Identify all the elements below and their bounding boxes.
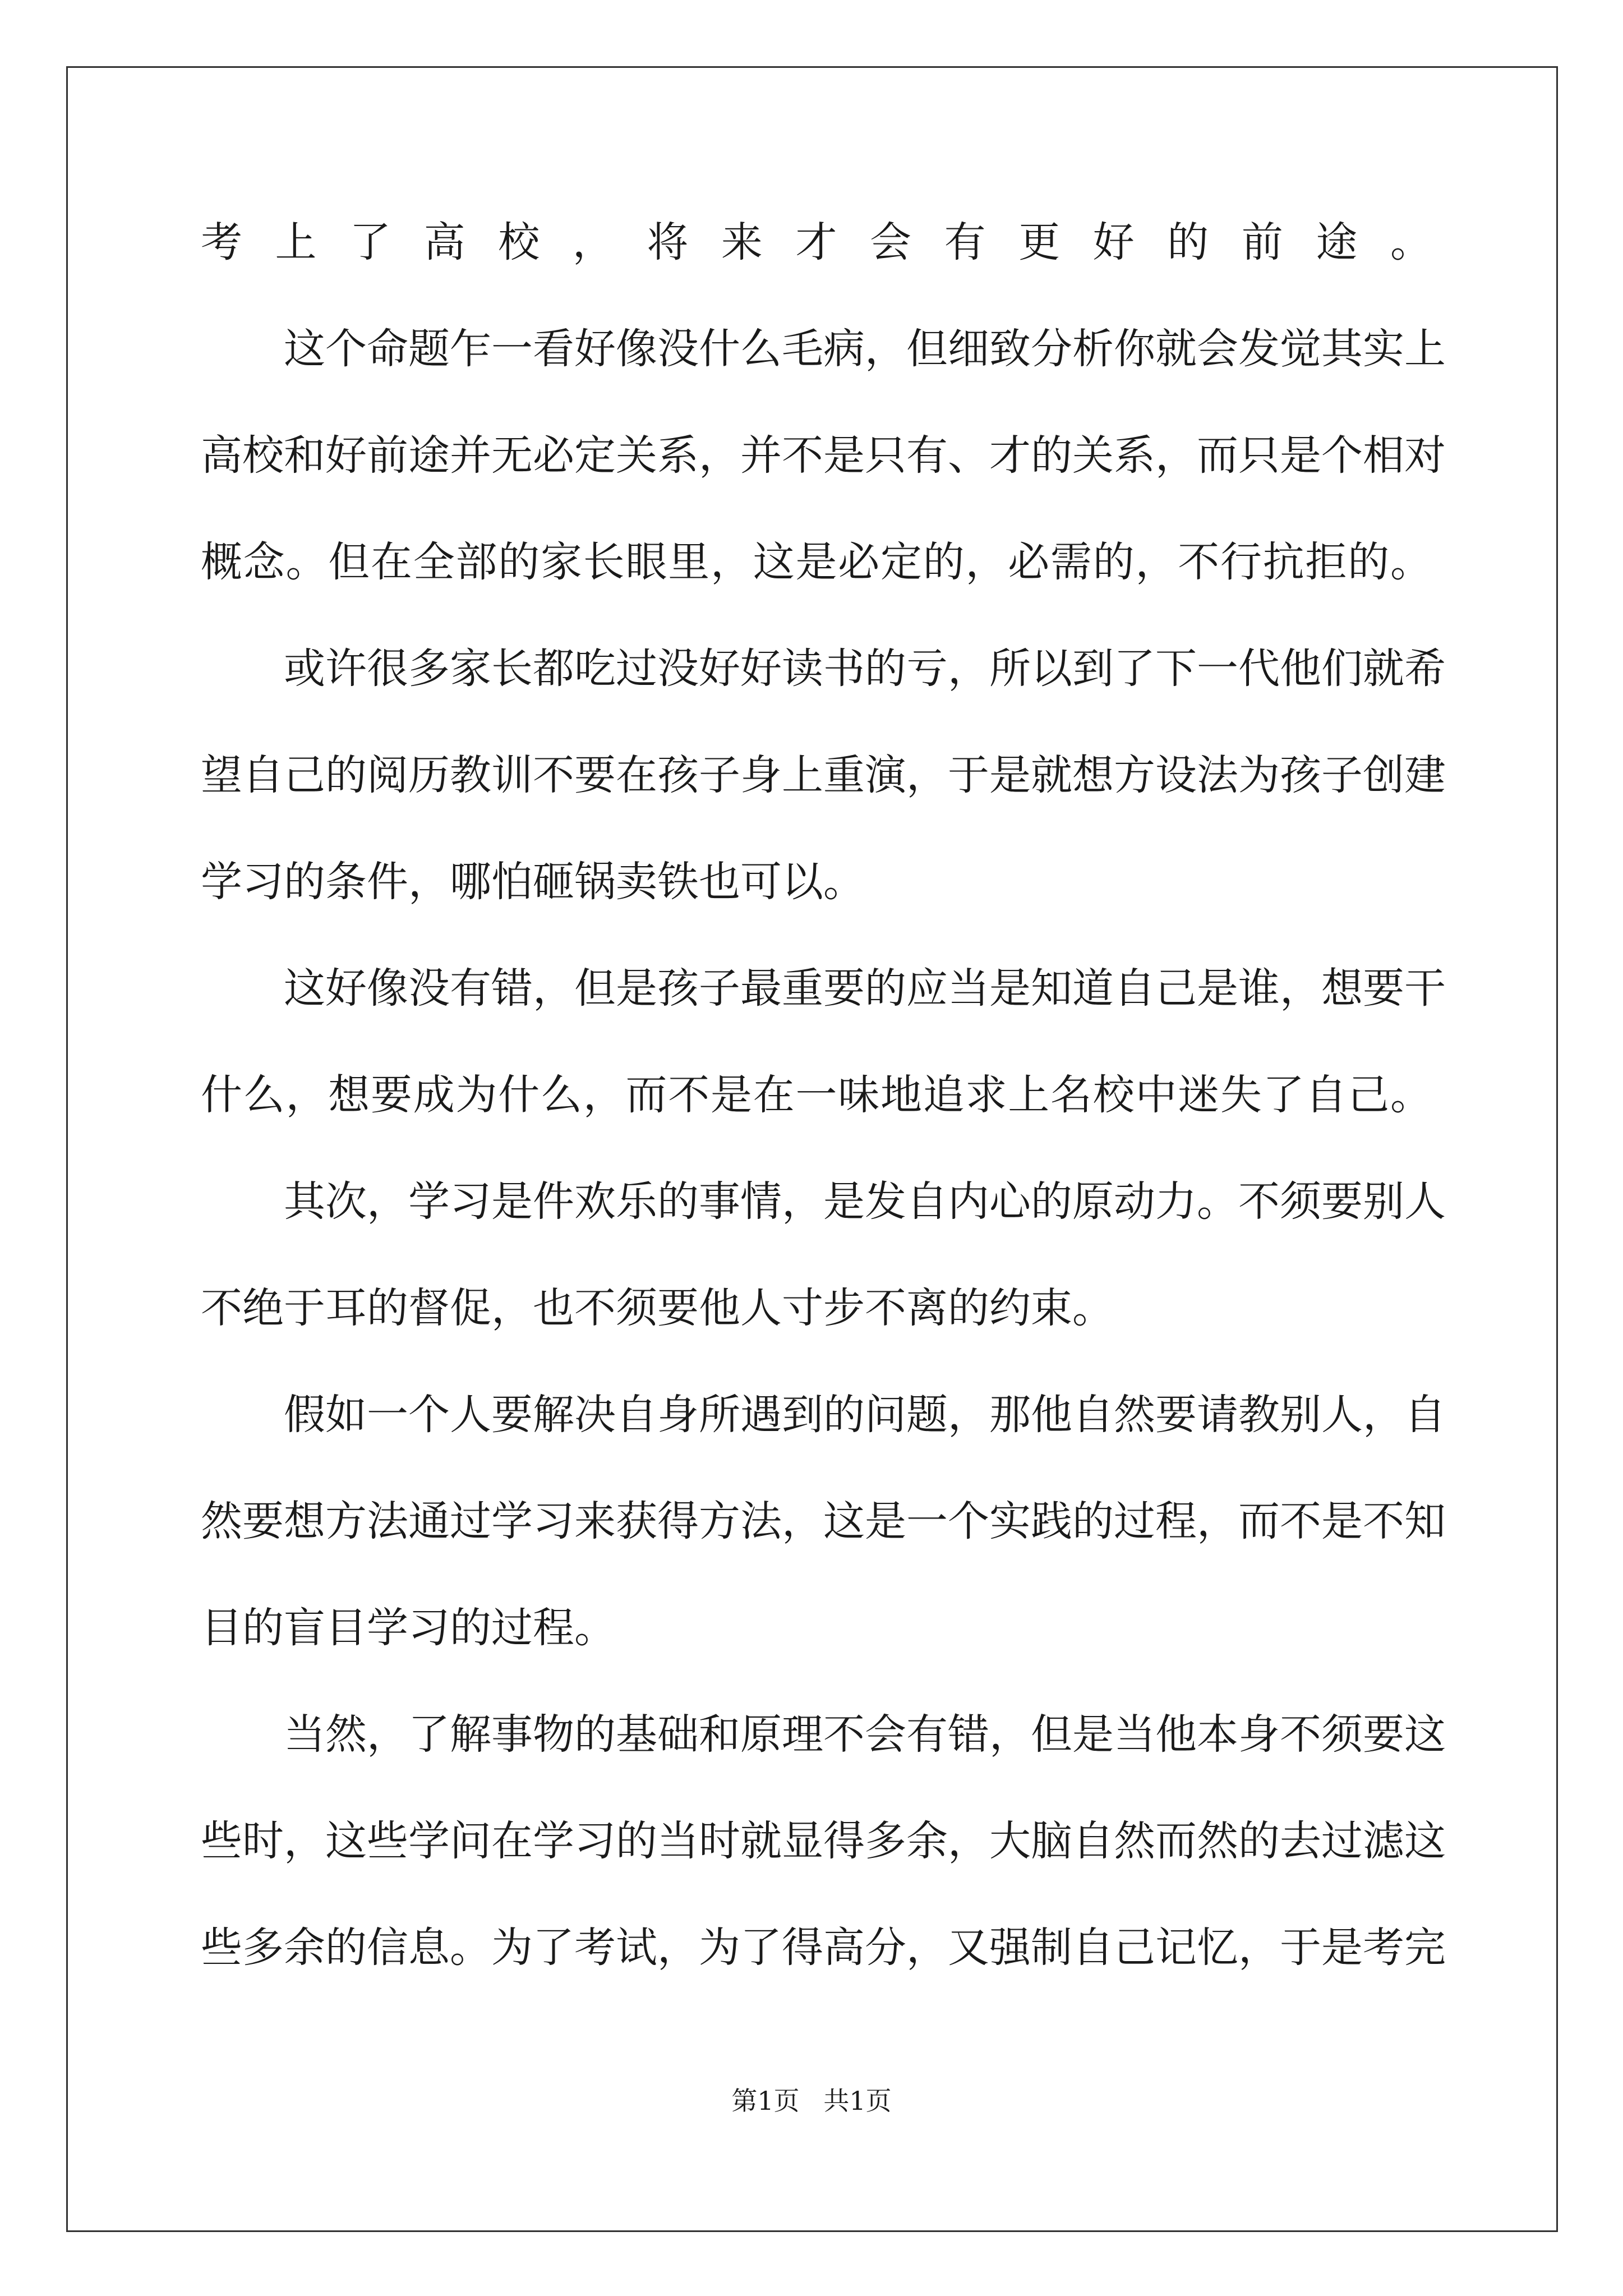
text-line: 些多余的信息。为了考试，为了得高分，又强制自己记忆，于是考完 [201,1924,1446,1972]
text-line: 望自己的阅历教训不要在孩子身上重演，于是就想方设法为孩子创建 [201,751,1446,799]
page-number: 第1页 [731,2086,800,2116]
page-count: 共1页 [823,2086,892,2116]
text-line: 概念。但在全部的家长眼里，这是必定的，必需的，不行抗拒的。 [201,538,1432,586]
text-line: 学习的条件，哪怕砸锅卖铁也可以。 [201,858,865,906]
text-line: 高校和好前途并无必定关系，并不是只有、才的关系，而只是个相对 [201,431,1446,480]
page-footer [0,2084,1623,2118]
paragraph-first-line: 或许很多家长都吃过没好好读书的亏，所以到了下一代他们就希 [284,645,1446,693]
page-border [66,66,1558,2232]
paragraph-first-line: 其次，学习是件欢乐的事情，是发自内心的原动力。不须要别人 [284,1177,1446,1226]
text-line: 考上了高校，将来才会有更好的前途。 [201,218,1432,266]
paragraph-first-line: 假如一个人要解决自身所遇到的问题，那他自然要请教别人，自 [284,1391,1446,1439]
text-line: 不绝于耳的督促，也不须要他人寸步不离的约束。 [201,1284,1114,1332]
text-line: 目的盲目学习的过程。 [201,1604,616,1652]
text-line: 些时，这些学问在学习的当时就显得多余，大脑自然而然的去过滤这 [201,1817,1446,1865]
paragraph-first-line: 这个命题乍一看好像没什么毛病，但细致分析你就会发觉其实上 [284,325,1446,373]
text-line: 什么，想要成为什么，而不是在一味地追求上名校中迷失了自己。 [201,1071,1432,1119]
paragraph-first-line: 当然，了解事物的基础和原理不会有错，但是当他本身不须要这 [284,1710,1446,1759]
paragraph-first-line: 这好像没有错，但是孩子最重要的应当是知道自己是谁，想要干 [284,964,1446,1013]
text-line: 然要想方法通过学习来获得方法，这是一个实践的过程，而不是不知 [201,1497,1446,1545]
